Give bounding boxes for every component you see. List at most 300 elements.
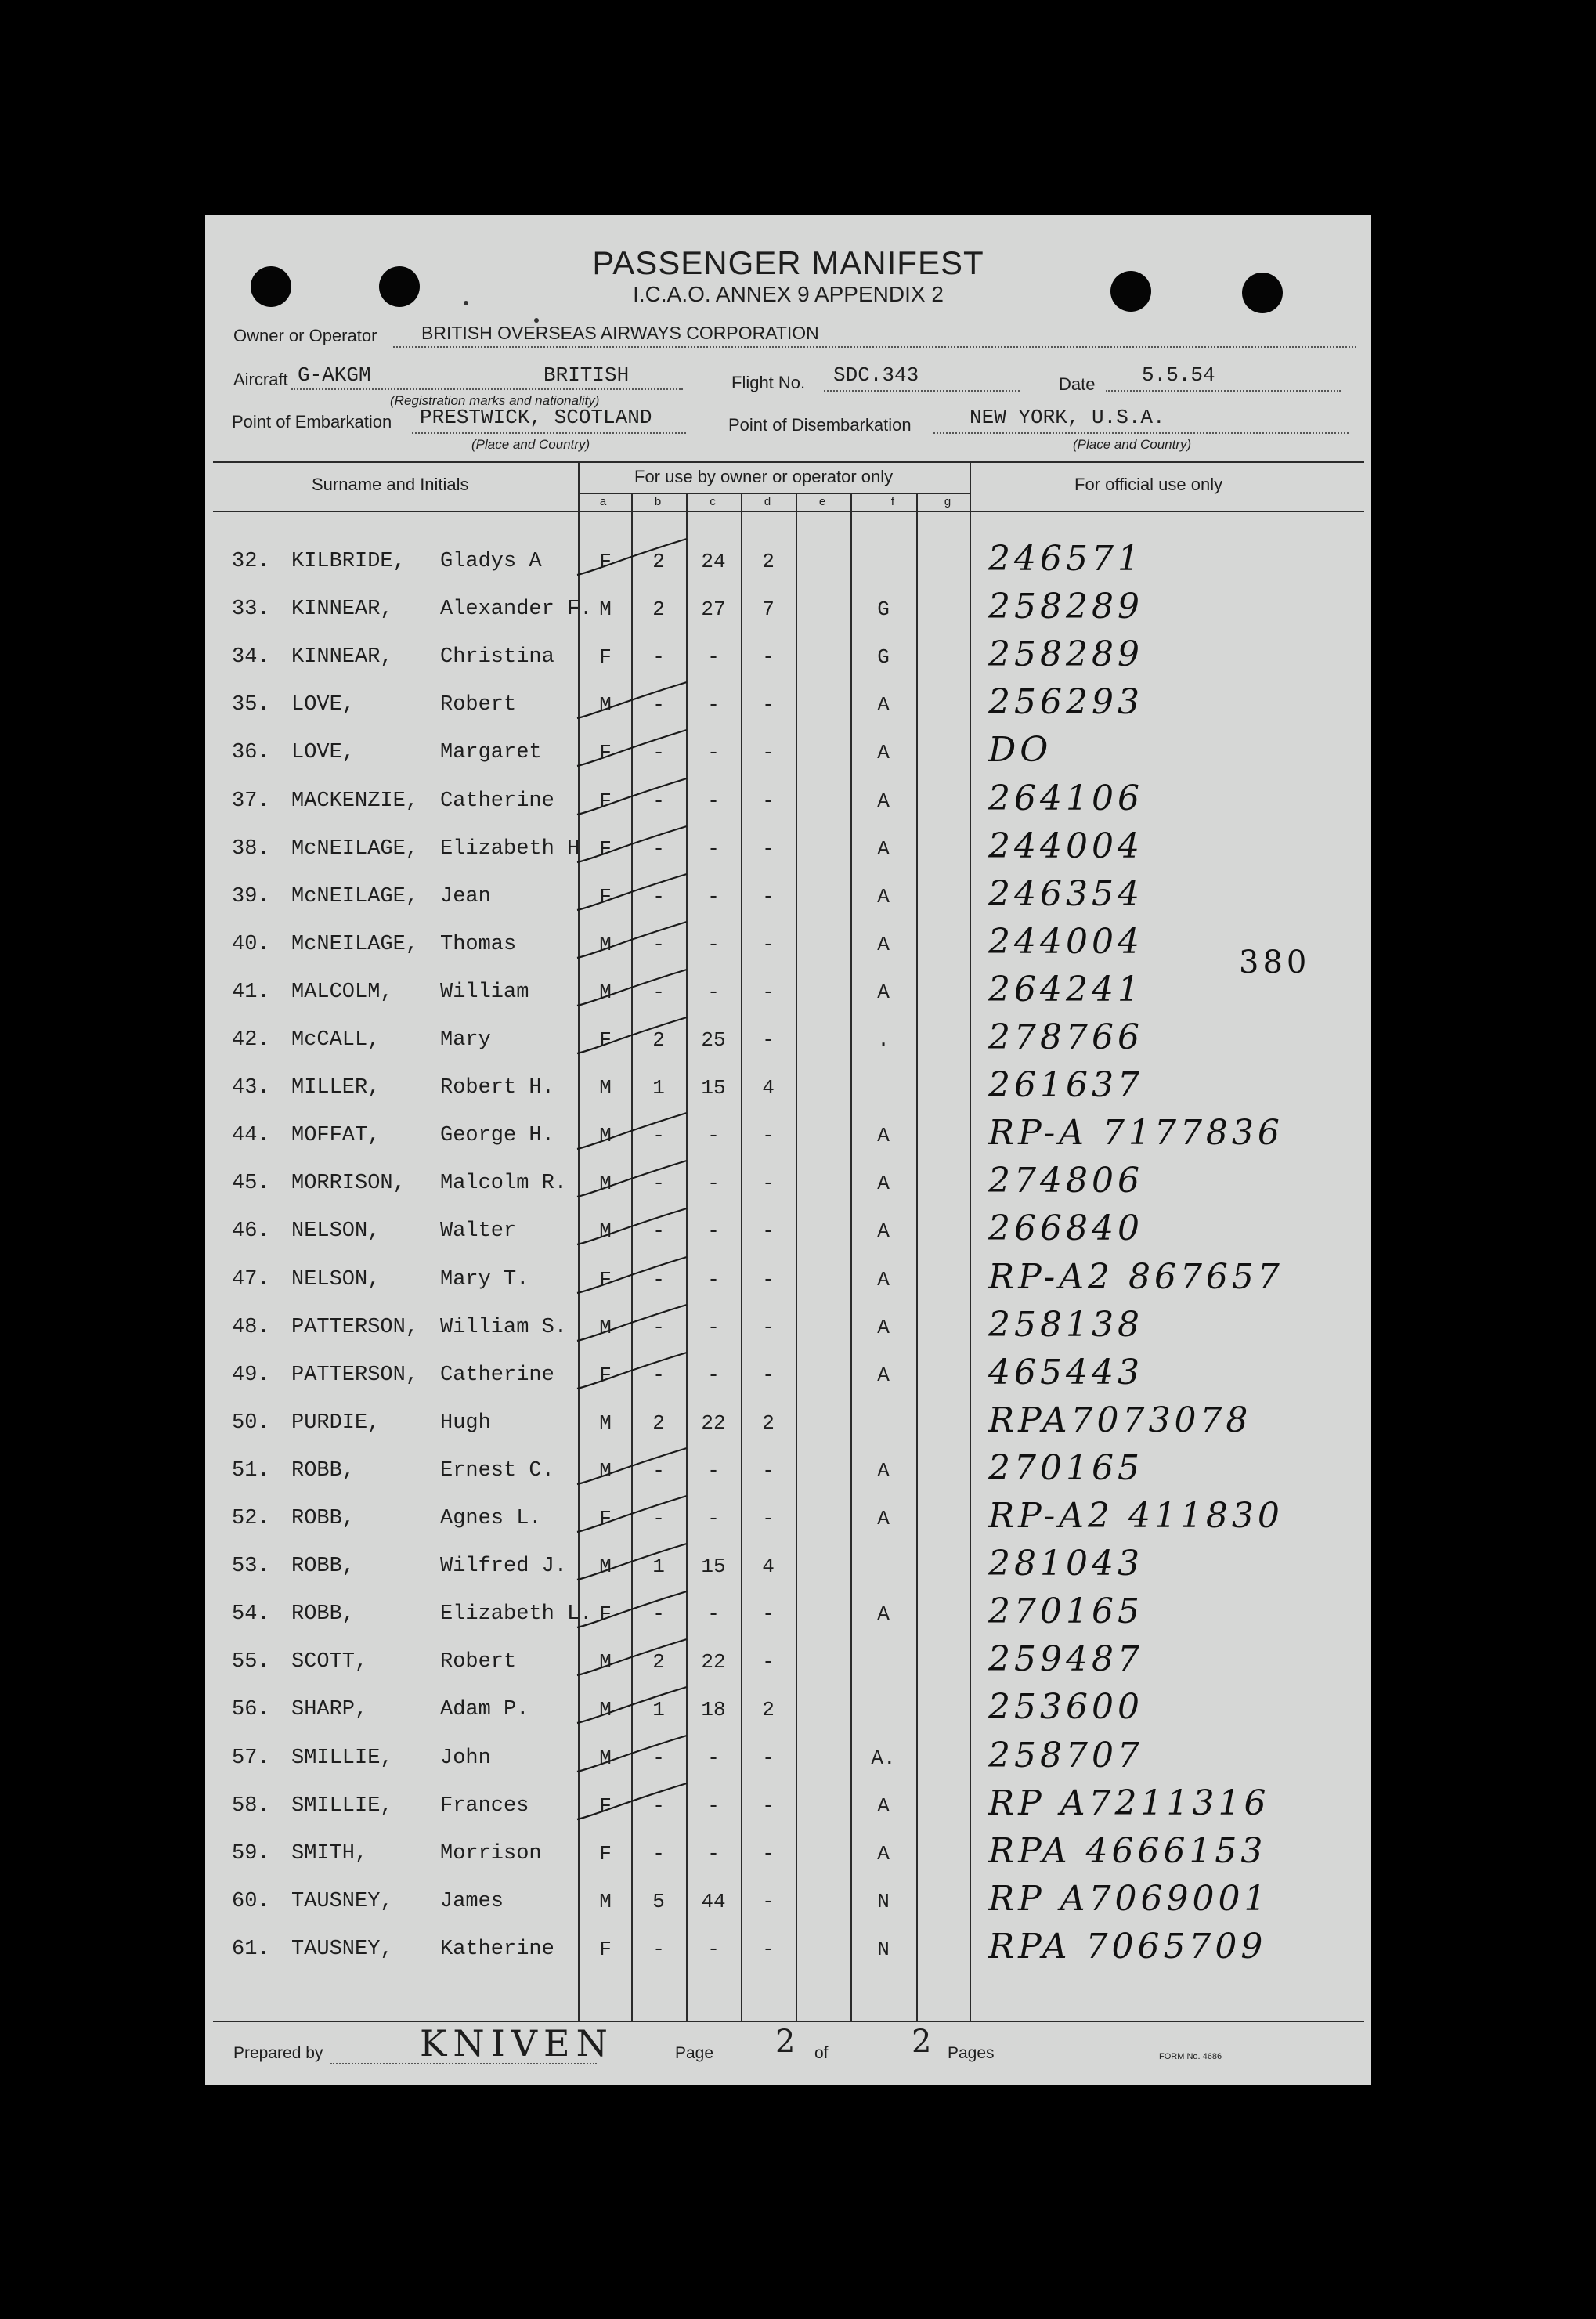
col-f-value: A [877, 884, 890, 908]
owner-value: BRITISH OVERSEAS AIRWAYS CORPORATION [421, 323, 819, 343]
col-c-value: 44 [701, 1889, 726, 1913]
table-row [205, 1304, 1371, 1356]
col-b-value: - [652, 789, 665, 813]
col-c-value: - [707, 1937, 720, 1961]
official-number: RP-A 7177836 [988, 1113, 1284, 1154]
row-number: 45. [232, 1172, 270, 1196]
col-f-value: A [877, 789, 890, 813]
table-row [205, 1065, 1371, 1117]
col-d-value: 7 [762, 598, 775, 622]
col-f-value: A [877, 741, 890, 765]
col-d-value: - [762, 1937, 775, 1961]
table-row [205, 1735, 1371, 1787]
col-d-value: - [762, 1650, 775, 1674]
official-number: 246354 [988, 873, 1143, 914]
pages-label: Pages [948, 2044, 995, 2062]
row-number: 60. [232, 1889, 270, 1913]
surname-col-header: Surname and Initials [312, 475, 469, 494]
col-c-value: - [707, 836, 720, 861]
col-a-value: M [599, 1124, 612, 1148]
official-number: RPA 4666153 [988, 1830, 1267, 1871]
official-number: 274806 [988, 1161, 1143, 1201]
official-number: 270165 [988, 1447, 1143, 1488]
table-row [205, 587, 1371, 638]
col-d-value: - [762, 1841, 775, 1866]
col-f-value: A [877, 693, 890, 717]
disembark-label: Point of Disembarkation [728, 415, 912, 435]
official-number: 244004 [988, 825, 1143, 866]
col-c-value: 22 [701, 1650, 726, 1674]
col-a-value: M [599, 980, 612, 1004]
row-number: 36. [232, 741, 270, 765]
check-mark [561, 1443, 695, 1490]
official-number: 253600 [988, 1687, 1143, 1728]
official-number: 270165 [988, 1591, 1143, 1632]
date-label: Date [1059, 374, 1096, 394]
disembark-note: (Place and Country) [1073, 437, 1192, 452]
col-f-value: A [877, 1315, 890, 1339]
aircraft-label: Aircraft [233, 370, 288, 389]
col-b-value: - [652, 1363, 665, 1387]
official-number: 258289 [988, 587, 1143, 627]
given-names: Thomas [440, 932, 517, 956]
col-b-value: - [652, 836, 665, 861]
given-names: Hugh [440, 1411, 491, 1435]
check-mark [561, 1779, 695, 1826]
col-b-value: - [652, 932, 665, 956]
registration-note: (Registration marks and nationality) [390, 393, 600, 408]
col-a-value: F [599, 1841, 612, 1866]
surname: MOFFAT, [291, 1124, 381, 1148]
col-c-value: 25 [701, 1028, 726, 1052]
row-number: 40. [232, 932, 270, 956]
surname: SCOTT, [291, 1650, 368, 1674]
given-names: Mary T. [440, 1267, 529, 1291]
given-names: William [440, 980, 529, 1004]
aircraft-line [291, 388, 683, 390]
check-mark [561, 774, 695, 821]
prepared-value: KNIVEN [420, 2022, 614, 2064]
given-names: Malcolm R. [440, 1172, 568, 1196]
surname: TAUSNEY, [291, 1889, 393, 1913]
row-number: 48. [232, 1315, 270, 1339]
table-row [205, 682, 1371, 734]
col-d-value: - [762, 932, 775, 956]
col-letter-b: b [654, 495, 662, 508]
given-names: Catherine [440, 789, 554, 813]
col-f-value: A [877, 1458, 890, 1483]
surname: McNEILAGE, [291, 836, 419, 861]
col-b-value: 1 [652, 1076, 665, 1100]
check-mark [561, 917, 695, 964]
given-names: Walter [440, 1219, 517, 1244]
check-mark [561, 1204, 695, 1251]
col-b-value: - [652, 1841, 665, 1866]
col-b-value: 1 [652, 1555, 665, 1579]
col-b-value: - [652, 1172, 665, 1196]
row-number: 54. [232, 1602, 270, 1627]
check-mark [561, 534, 695, 581]
col-b-value: - [652, 884, 665, 908]
col-f-value: A. [871, 1746, 896, 1770]
col-a-value: F [599, 1267, 612, 1291]
col-letter-f: f [890, 495, 895, 508]
col-d-value: - [762, 1507, 775, 1530]
table-row [205, 1544, 1371, 1595]
given-names: Catherine [440, 1363, 554, 1387]
col-a-value: M [599, 932, 612, 956]
surname: PATTERSON, [291, 1315, 419, 1339]
col-b-value: - [652, 1937, 665, 1961]
col-letter-a: a [599, 495, 607, 508]
col-c-value: - [707, 1841, 720, 1866]
disembark-line [933, 432, 1349, 434]
col-a-value: F [599, 1793, 612, 1818]
col-a-value: F [599, 645, 612, 670]
table-row [205, 1447, 1371, 1500]
page-label: Page [675, 2044, 714, 2062]
of-value: 2 [912, 2024, 938, 2060]
col-letter-e: e [818, 495, 826, 508]
surname: McNEILAGE, [291, 884, 419, 908]
table-row [205, 1783, 1371, 1835]
col-c-value: - [707, 1507, 720, 1530]
col-d-value: - [762, 1219, 775, 1244]
check-mark [561, 1108, 695, 1155]
surname: MILLER, [291, 1076, 381, 1100]
row-number: 50. [232, 1411, 270, 1435]
col-b-value: - [652, 980, 665, 1004]
embark-value: PRESTWICK, SCOTLAND [420, 406, 652, 429]
col-d-value: - [762, 836, 775, 861]
row-number: 43. [232, 1076, 270, 1100]
col-d-value: - [762, 1889, 775, 1913]
check-mark [561, 1252, 695, 1299]
surname: SHARP, [291, 1698, 368, 1722]
date-line [1106, 390, 1341, 392]
table-top-rule [213, 461, 1364, 463]
row-number: 44. [232, 1124, 270, 1148]
col-a-value: F [599, 741, 612, 765]
manifest-sheet [205, 215, 1371, 2085]
table-row [205, 1161, 1371, 1212]
table-row [205, 921, 1371, 973]
col-c-value: - [707, 932, 720, 956]
given-names: Katherine [440, 1937, 554, 1961]
flight-value: SDC.343 [833, 363, 919, 387]
col-b-value: 2 [652, 1028, 665, 1052]
row-number: 41. [232, 980, 270, 1004]
col-f-value: G [877, 645, 890, 670]
table-bottom-rule [213, 2021, 1364, 2022]
col-b-value: - [652, 1315, 665, 1339]
col-d-value: - [762, 1172, 775, 1196]
table-row [205, 1591, 1371, 1643]
col-letter-g: g [944, 495, 951, 508]
given-names: Margaret [440, 741, 542, 765]
table-row [205, 1496, 1371, 1548]
col-d-value: - [762, 741, 775, 765]
official-number: RPA7073078 [988, 1400, 1252, 1440]
table-row [205, 825, 1371, 878]
form-number: FORM No. 4686 [1159, 2052, 1222, 2061]
col-c-value: 18 [701, 1698, 726, 1722]
surname: SMITH, [291, 1841, 368, 1866]
col-f-value: N [877, 1937, 890, 1961]
col-a-value: F [599, 836, 612, 861]
col-c-value: - [707, 884, 720, 908]
col-d-value: - [762, 1267, 775, 1291]
col-a-value: F [599, 789, 612, 813]
surname: TAUSNEY, [291, 1937, 393, 1961]
embark-line [412, 432, 686, 434]
given-names: Frances [440, 1793, 529, 1818]
check-mark [561, 1491, 695, 1538]
col-a-value: M [599, 693, 612, 717]
row-number: 32. [232, 550, 270, 573]
surname: MACKENZIE, [291, 789, 419, 813]
col-d-value: - [762, 884, 775, 908]
table-row [205, 778, 1371, 830]
col-a-value: F [599, 1028, 612, 1052]
col-c-value: 15 [701, 1555, 726, 1579]
col-f-value: A [877, 1219, 890, 1244]
official-number: 244004 [988, 921, 1143, 962]
check-mark [561, 965, 695, 1012]
table-row [205, 1256, 1371, 1309]
date-value: 5.5.54 [1142, 363, 1215, 387]
given-names: Mary [440, 1028, 491, 1052]
col-b-value: 2 [652, 1650, 665, 1674]
table-row [205, 1352, 1371, 1404]
table-row [205, 634, 1371, 686]
official-number: 281043 [988, 1544, 1143, 1584]
col-c-value: - [707, 693, 720, 717]
table-row [205, 1113, 1371, 1165]
col-f-value: A [877, 1602, 890, 1627]
col-b-value: 2 [652, 550, 665, 573]
given-names: Jean [440, 884, 491, 908]
col-b-value: - [652, 1458, 665, 1483]
col-f-value: A [877, 1363, 890, 1387]
col-d-value: - [762, 645, 775, 670]
col-b-value: 1 [652, 1698, 665, 1722]
given-names: Elizabeth H [440, 836, 580, 861]
surname: KINNEAR, [291, 645, 393, 670]
col-f-value: . [877, 1028, 890, 1052]
row-number: 49. [232, 1363, 270, 1387]
check-mark [561, 822, 695, 869]
check-mark [561, 1731, 695, 1778]
letters-rule [578, 493, 970, 494]
owner-line [393, 346, 1356, 348]
col-c-value: - [707, 1363, 720, 1387]
surname: ROBB, [291, 1602, 356, 1627]
col-letter-c: c [710, 495, 716, 508]
side-note: 380 [1239, 945, 1311, 981]
surname: KILBRIDE, [291, 550, 406, 573]
table-row [205, 969, 1371, 1021]
col-f-value: A [877, 1267, 890, 1291]
col-c-value: - [707, 645, 720, 670]
table-row [205, 1639, 1371, 1691]
col-a-value: M [599, 1555, 612, 1579]
given-names: George H. [440, 1124, 554, 1148]
col-a-value: M [599, 1698, 612, 1722]
col-a-value: M [599, 1650, 612, 1674]
given-names: Wilfred J. [440, 1555, 568, 1579]
table-row [205, 873, 1371, 926]
col-a-value: F [599, 1602, 612, 1627]
official-number: 261637 [988, 1065, 1143, 1106]
col-a-value: F [599, 1363, 612, 1387]
col-d-value: - [762, 1746, 775, 1770]
col-c-value: - [707, 1219, 720, 1244]
col-c-value: - [707, 1172, 720, 1196]
col-c-value: - [707, 980, 720, 1004]
col-f-value: A [877, 836, 890, 861]
surname: NELSON, [291, 1219, 381, 1244]
official-number: 258289 [988, 634, 1143, 675]
check-mark [561, 677, 695, 724]
col-a-value: M [599, 1172, 612, 1196]
surname: NELSON, [291, 1267, 381, 1291]
surname: PATTERSON, [291, 1363, 419, 1387]
aircraft-reg: G-AKGM [298, 363, 371, 387]
surname: SMILLIE, [291, 1793, 393, 1818]
official-number: DO [988, 730, 1053, 771]
col-letter-d: d [764, 495, 771, 508]
official-number: RPA 7065709 [988, 1926, 1267, 1967]
row-number: 39. [232, 884, 270, 908]
check-mark [561, 1634, 695, 1681]
col-d-value: - [762, 789, 775, 813]
embark-note: (Place and Country) [471, 437, 590, 452]
given-names: William S. [440, 1315, 568, 1339]
surname: McCALL, [291, 1028, 381, 1052]
col-a-value: M [599, 1889, 612, 1913]
given-names: Robert H. [440, 1076, 554, 1100]
col-b-value: - [652, 1219, 665, 1244]
table-row [205, 1208, 1371, 1260]
surname: SMILLIE, [291, 1746, 393, 1770]
given-names: Alexander F. [440, 598, 593, 622]
row-number: 61. [232, 1937, 270, 1961]
row-number: 47. [232, 1267, 270, 1291]
row-number: 55. [232, 1650, 270, 1674]
col-d-value: - [762, 693, 775, 717]
official-number: 258707 [988, 1735, 1143, 1775]
official-number: 259487 [988, 1639, 1143, 1680]
col-c-value: 24 [701, 550, 726, 573]
col-b-value: - [652, 693, 665, 717]
table-row [205, 1400, 1371, 1452]
surname: LOVE, [291, 693, 356, 717]
check-mark [561, 1539, 695, 1586]
col-a-value: F [599, 1507, 612, 1530]
col-c-value: - [707, 1746, 720, 1770]
col-b-value: - [652, 1507, 665, 1530]
col-b-value: - [652, 1793, 665, 1818]
official-number: 256293 [988, 682, 1143, 723]
page-value: 2 [775, 2024, 802, 2060]
owner-use-col-header: For use by owner or operator only [634, 467, 894, 486]
col-f-value: A [877, 932, 890, 956]
aircraft-nationality: BRITISH [543, 363, 630, 387]
official-number: 278766 [988, 1017, 1143, 1057]
row-number: 33. [232, 598, 270, 622]
col-c-value: - [707, 1793, 720, 1818]
col-f-value: A [877, 1172, 890, 1196]
col-f-value: A [877, 1507, 890, 1530]
given-names: Agnes L. [440, 1507, 542, 1530]
col-d-value: 4 [762, 1555, 775, 1579]
col-b-value: - [652, 1267, 665, 1291]
col-d-value: 2 [762, 1698, 775, 1722]
flight-label: Flight No. [731, 373, 806, 392]
row-number: 53. [232, 1555, 270, 1579]
surname: MORRISON, [291, 1172, 406, 1196]
given-names: Gladys A [440, 550, 542, 573]
col-a-value: F [599, 550, 612, 573]
surname: ROBB, [291, 1555, 356, 1579]
col-c-value: - [707, 1458, 720, 1483]
surname: MALCOLM, [291, 980, 393, 1004]
col-b-value: - [652, 1124, 665, 1148]
flight-line [824, 390, 1020, 392]
col-d-value: - [762, 1124, 775, 1148]
col-b-value: - [652, 1602, 665, 1627]
row-number: 35. [232, 693, 270, 717]
table-row [205, 1017, 1371, 1069]
table-header-rule [213, 511, 1364, 512]
given-names: Adam P. [440, 1698, 529, 1722]
official-number: 266840 [988, 1208, 1143, 1249]
col-c-value: - [707, 1602, 720, 1627]
given-names: Christina [440, 645, 554, 670]
row-number: 46. [232, 1219, 270, 1244]
check-mark [561, 1013, 695, 1060]
col-f-value: A [877, 980, 890, 1004]
official-number: 246571 [988, 539, 1143, 579]
col-a-value: M [599, 1458, 612, 1483]
given-names: Robert [440, 693, 517, 717]
col-a-value: F [599, 1937, 612, 1961]
official-number: 264106 [988, 778, 1143, 818]
table-row [205, 1687, 1371, 1739]
table-row [205, 1926, 1371, 1978]
col-d-value: - [762, 980, 775, 1004]
col-a-value: M [599, 1219, 612, 1244]
given-names: Robert [440, 1650, 517, 1674]
col-d-value: - [762, 1363, 775, 1387]
col-d-value: - [762, 1028, 775, 1052]
page-title: PASSENGER MANIFEST [592, 244, 984, 281]
official-number: 465443 [988, 1352, 1143, 1392]
check-mark [561, 1587, 695, 1634]
official-number: RP A7069001 [988, 1878, 1270, 1919]
col-f-value: N [877, 1889, 890, 1913]
col-d-value: - [762, 1458, 775, 1483]
col-f-value: A [877, 1841, 890, 1866]
official-number: 264241 [988, 969, 1143, 1010]
table-row [205, 1878, 1371, 1931]
col-d-value: - [762, 1602, 775, 1627]
col-a-value: M [599, 1315, 612, 1339]
given-names: Ernest C. [440, 1458, 554, 1483]
row-number: 52. [232, 1507, 270, 1530]
official-number: RP A7211316 [988, 1783, 1270, 1823]
